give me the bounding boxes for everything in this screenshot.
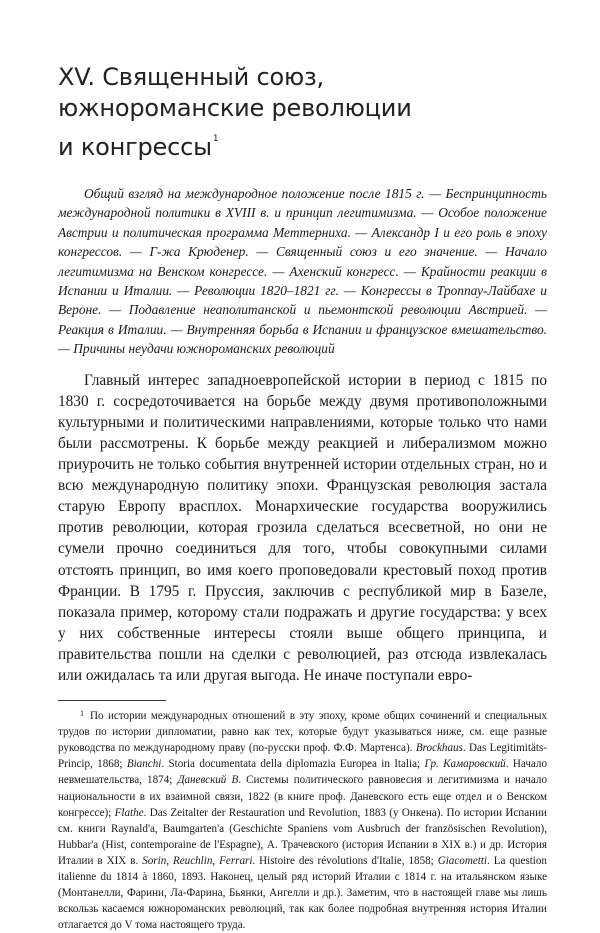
footnote-author: Giacometti — [437, 854, 487, 867]
chapter-summary: Общий взгляд на международное положение после 1815 г. — Беспринципность международной политики в XVIII в. и принцип легитимизма. — Особое положение Австрии и политическая программа Меттерниха. — Александр I и его роль в эпоху конгрессов. — Г-жа Крюденер. — Священный союз и его значение. — Начало легитимизма на Венском конгрессе. — Ахенский конгресс. — Крайности реакции в Испании и Италии. — Революции 1820–1821 гг. — Конгрессы в Троппау-Лайбахе и Вероне. — Подавление неаполитанской и пьемонтской революции Австрией. — Реакция в Италии. — Внутренняя борьба в Испании и французское вмешательство. — Причины неудачи южнороманских революций — [58, 186, 547, 357]
chapter-title — [58, 62, 547, 163]
chapter-title-line-3 — [58, 124, 547, 163]
footnote-segment: . Das Legitimitäts-Princip, 1868; — [58, 742, 547, 771]
footnote-segment: . Histoire des révolutions d'Italie, 1858; — [252, 854, 438, 867]
footnote — [58, 706, 547, 933]
chapter-title-line-3-text: и конгрессы — [58, 133, 212, 161]
footnote-author: Sorin, Reuchlin, Ferrari — [142, 854, 253, 867]
footnote-segment: . Системы политического равновесия и легитимизма и начало национальности в их взаимной связи, 1822 (в книге проф. Даневского есть еще отдел и о Венском конгрессе); — [58, 774, 547, 819]
footnote-divider — [58, 700, 166, 701]
footnote-author: Даневский В — [177, 774, 239, 787]
footnote-segment: . Das Zeitalter der Restauration und Revolution, 1883 (у Онкена). По истории Испании см. книги Raynald'a, Baumgarten'a (Geschichte Spaniens vom Ausbruch der französischen Revolution), Hubbar'a (Hist, contemporaine de l'Espagne), А. Трачевского (история Испании в XIX в.) и др. История Италии в XIX в. — [58, 806, 547, 867]
footnote-segment: По истории международных отношений в эту эпоху, кроме общих сочинений и специальных трудов по истории дипломатии, равно как тех, которые будут указываться ниже, см. еще разные руководства по международному праву (по-русски проф. Ф.Ф. Мартенса). — [58, 710, 547, 755]
chapter-title-line-1: XV. Священный союз, — [58, 63, 324, 91]
footnote-segment: . Storia documentata della diplomazia Europea in Italia; — [161, 758, 425, 771]
footnote-author: Bianchi — [126, 758, 162, 771]
footnote-segment: . Начало невмешательства, 1874; — [58, 758, 547, 787]
footnote-author: Flathe — [114, 806, 144, 819]
footnote-author: Brockhaus — [415, 742, 463, 755]
footnote-text — [58, 710, 547, 931]
footnote-mark: 1 — [80, 709, 84, 719]
body-paragraph: Главный интерес западноевропейской истории в период с 1815 по 1830 г. сосредоточивается на борьбе между двумя противоположными культурными и политическими направлениями, которые только что нами были рассмотрены. К борьбе между реакцией и либерализмом можно приурочить не только события внутренней истории отдельных стран, но и всю международную политику эпохи. Французская революция застала старую Европу врасплох. Монархические государства вооружились против революции, которая грозила сделаться всесветной, но они не сумели прочно соединиться для того, чтобы совокупными силами отстоять принцип, во имя коего проповедовали крестовый поход против Франции. В 1795 г. Пруссия, заключив с республикой мир в Базеле, показала пример, которому стали подражать и другие государства: у всех у них собственные интересы стояли выше общего принципа, и правительства пошли на сделки с революцией, раз отсюда извлекалась или ожидалась та или другая выгода. Не иначе поступали евро- — [58, 371, 547, 684]
page — [58, 62, 547, 933]
footnote-segment: . La question italienne du 1814 à 1860, 1893. Наконец, целый ряд историй Италии с 1814 г. на итальянском языке (Монтанелли, Фарини, Ла-Фарина, Бьянки, Ангелли и др.). Заметим, что в настоящей главе мы лишь вскользь касаемся южнороманских революций, так как более подробная внутренняя история Италии отлагается до V тома настоящего труда. — [58, 854, 547, 932]
footnote-author: Гр. Камаровский — [424, 758, 506, 771]
footnote-reference[interactable]: 1 — [212, 134, 219, 144]
chapter-title-line-2: южнороманские революции — [58, 94, 412, 122]
